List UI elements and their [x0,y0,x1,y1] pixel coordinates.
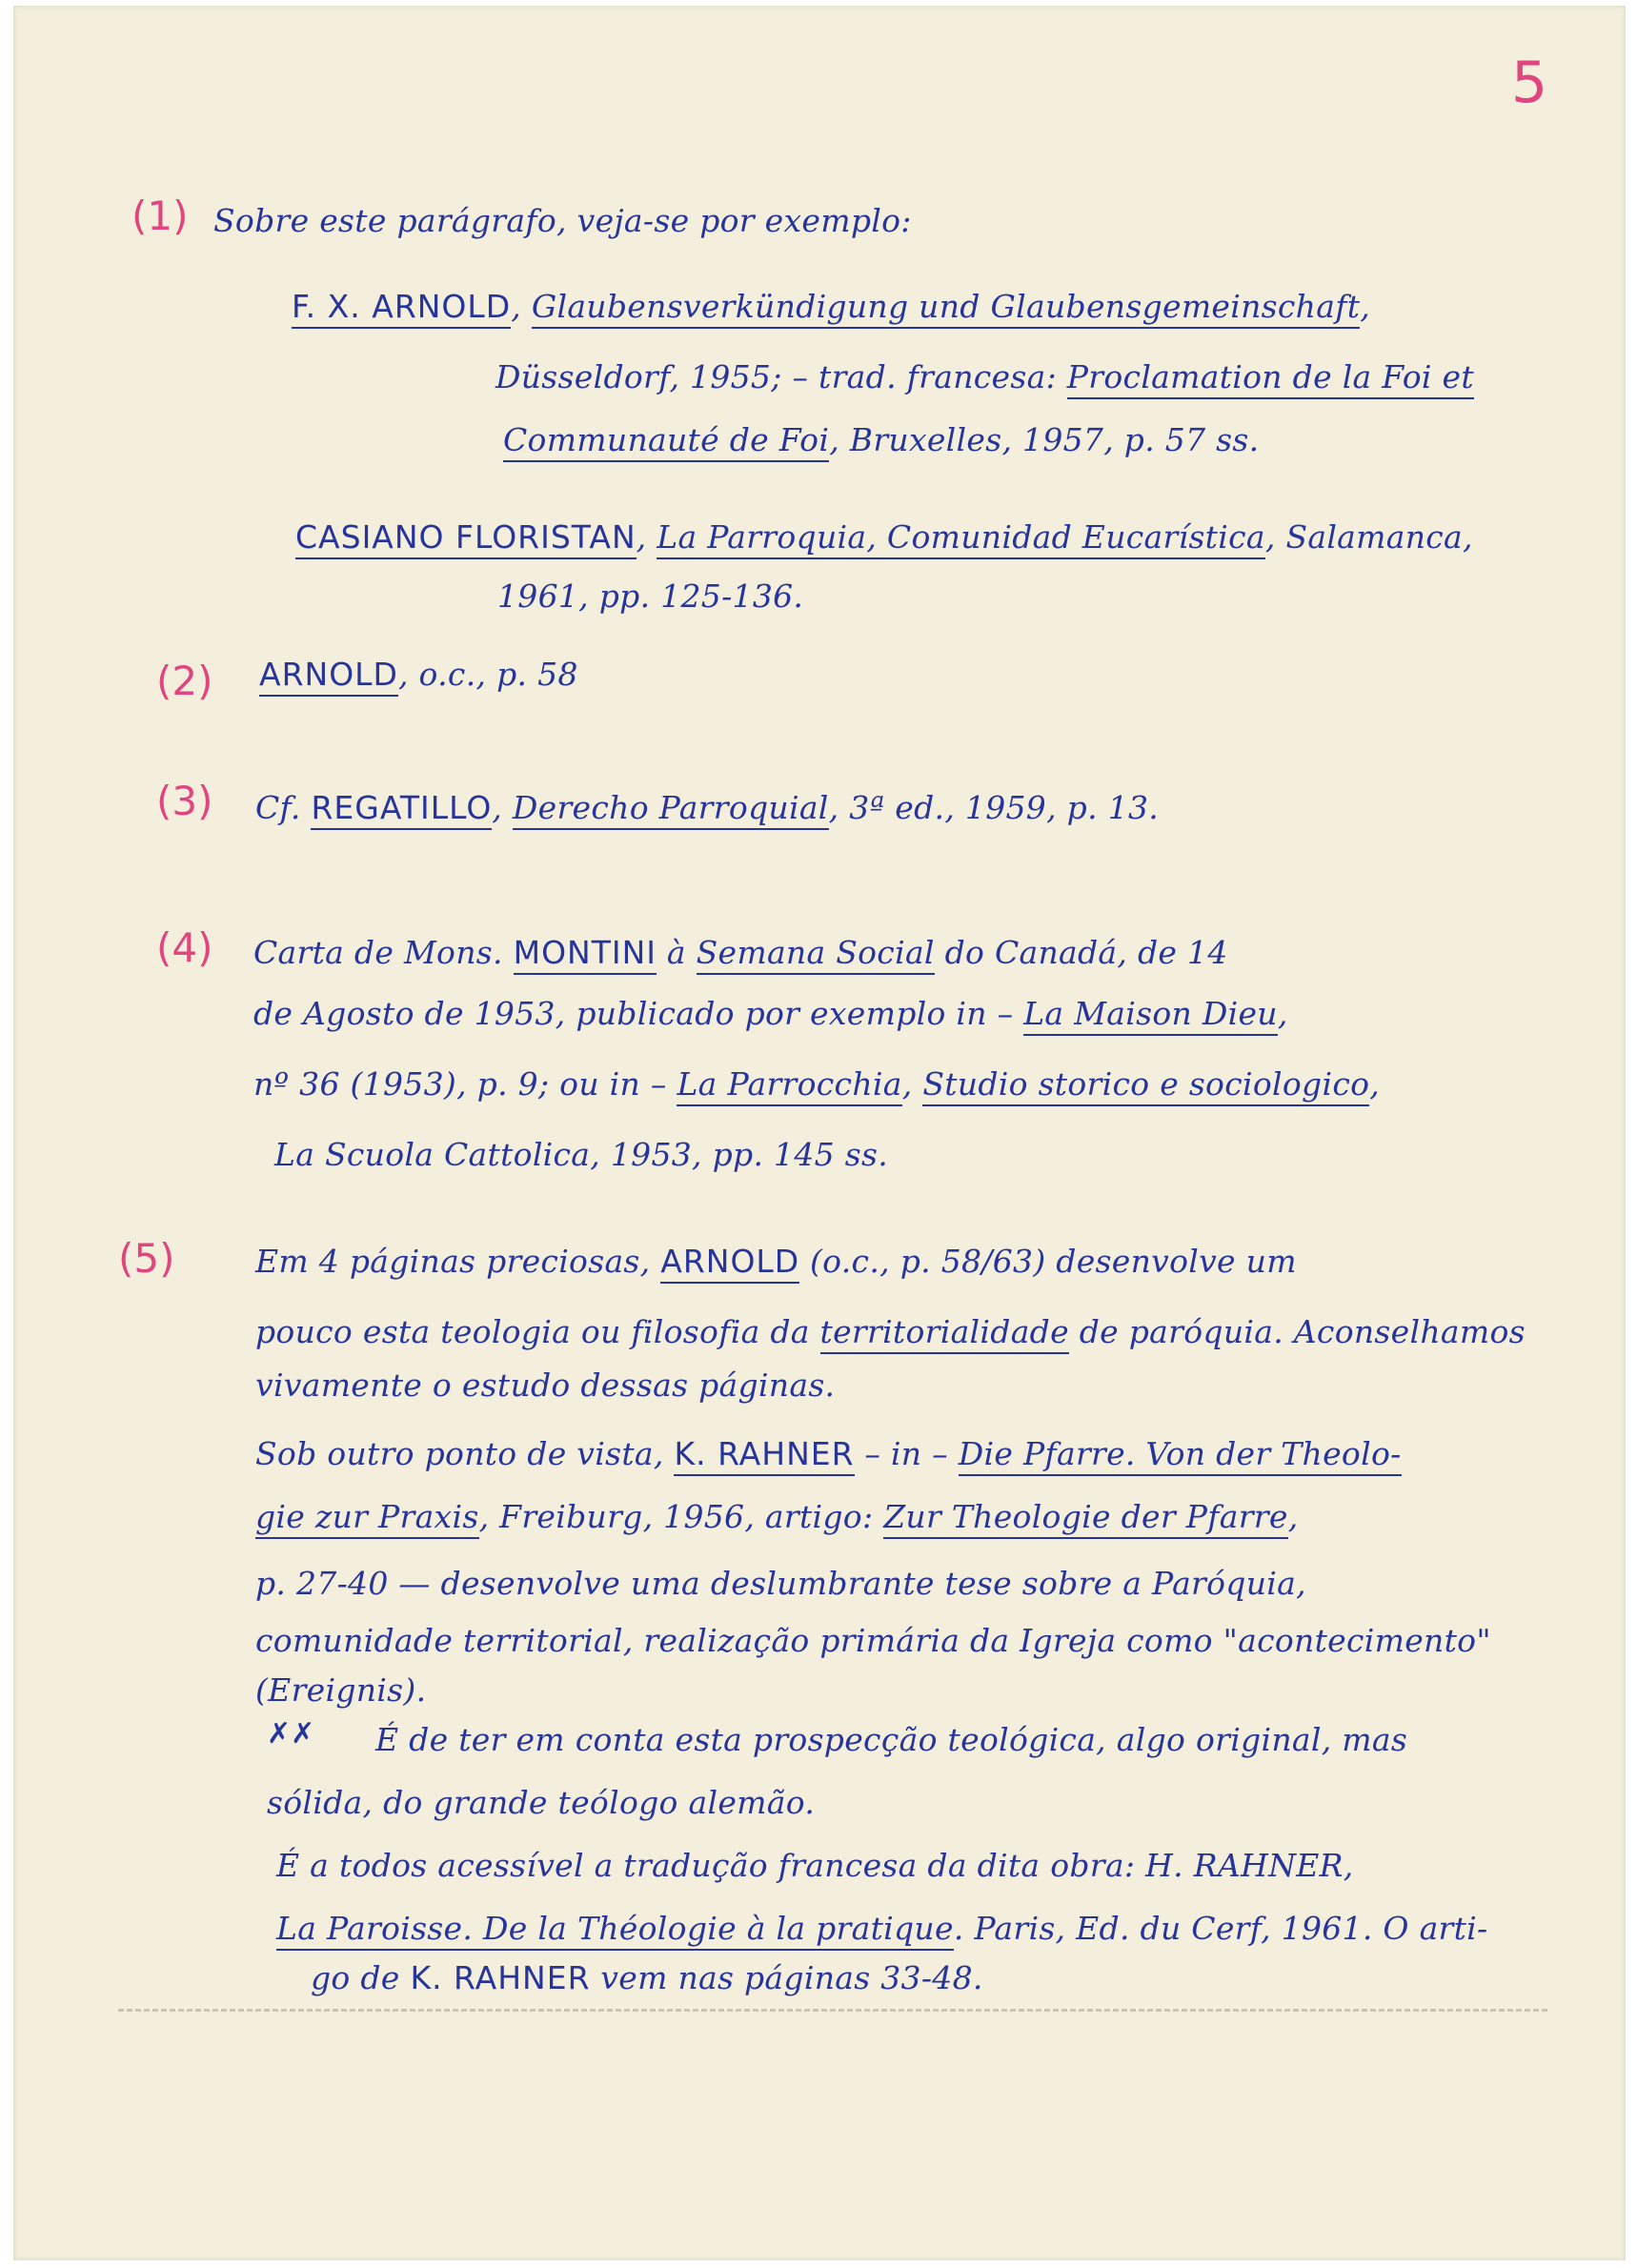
note-1-line-5: CASIANO FLORISTAN, La Parroquia, Comunidad Eucarística, Salamanca, [295,518,1473,556]
note-1-marker: (1) [131,192,189,239]
note-5-line-5: gie zur Praxis, Freiburg, 1956, artigo: Zur Theologie der Pfarre, [255,1498,1299,1535]
note-5-line-11: É a todos acessível a tradução francesa da dita obra: H. RAHNER, [276,1847,1354,1884]
note-5-line-13: go de K. RAHNER vem nas páginas 33-48. [311,1959,983,1996]
author-arnold: F. X. ARNOLD [292,288,511,329]
note-1-line-1: Sobre este parágrafo, veja-se por exemplo: [213,202,912,239]
title-la-maison-dieu: La Maison Dieu [1023,995,1278,1036]
title-la-paroisse: La Paroisse. De la Théologie à la pratique [276,1910,954,1951]
note-3-line-1: Cf. REGATILLO, Derecho Parroquial, 3ª ed., 1959, p. 13. [255,789,1159,826]
note-4-line-1: Carta de Mons. MONTINI à Semana Social do Canadá, de 14 [253,934,1228,971]
title-glaubensverkundigung: Glaubensverkündigung und Glaubensgemeinschaft [532,288,1360,329]
title-semana-social: Semana Social [697,934,935,975]
note-5-line-10: sólida, do grande teólogo alemão. [267,1784,816,1821]
note-4-line-3: nº 36 (1953), p. 9; ou in – La Parrocchia, Studio storico e sociologico, [253,1065,1380,1103]
note-1-line-6: 1961, pp. 125-136. [497,577,804,615]
note-4-line-4: La Scuola Cattolica, 1953, pp. 145 ss. [274,1136,888,1173]
note-1-line-2: F. X. ARNOLD, Glaubensverkündigung und Glaubensgemeinschaft, [292,288,1370,325]
paper-sheet [13,6,1626,2260]
note-2-marker: (2) [156,658,213,704]
note-5-line-8: (Ereignis). [255,1671,427,1709]
note-5-line-7: comunidade territorial, realização primária da Igreja como "acontecimento" [255,1622,1491,1659]
author-floristan: CASIANO FLORISTAN [295,518,637,559]
note-5-marker: (5) [118,1235,175,1282]
author-arnold: ARNOLD [660,1243,799,1284]
dashed-separator [118,2009,1547,2012]
note-2-line-1: ARNOLD, o.c., p. 58 [259,656,578,693]
title-proclamation: Proclamation de la Foi et [1067,358,1474,399]
note-5-line-4: Sob outro ponto de vista, K. RAHNER – in – Die Pfarre. Von der Theolo- [255,1435,1402,1472]
author-regatillo: REGATILLO [311,789,492,830]
note-4-line-2: de Agosto de 1953, publicado por exemplo in – La Maison Dieu, [253,995,1288,1032]
author-rahner: K. RAHNER [674,1435,854,1476]
note-5-line-3: vivamente o estudo dessas páginas. [255,1367,836,1404]
title-die-pfarre-cont: gie zur Praxis [255,1498,479,1539]
author-montini: MONTINI [514,934,657,975]
note-1-line-3: Düsseldorf, 1955; – trad. francesa: Proclamation de la Foi et [495,358,1474,395]
title-la-parroquia: La Parroquia, Comunidad Eucarística [657,518,1265,559]
note-3-marker: (3) [156,778,213,824]
term-territorialidade: territorialidade [820,1313,1069,1354]
note-5-line-2: pouco esta teologia ou filosofia da territorialidade de paróquia. Aconselhamos [255,1313,1526,1350]
crossed-out-scribble: ✗✗ [267,1717,315,1751]
note-5-line-12: La Paroisse. De la Théologie à la pratique. Paris, Ed. du Cerf, 1961. O arti- [276,1910,1487,1947]
title-derecho-parroquial: Derecho Parroquial [513,789,829,830]
note-5-line-6: p. 27-40 — desenvolve uma deslumbrante tese sobre a Paróquia, [255,1565,1306,1602]
title-communaute: Communauté de Foi [503,421,829,462]
title-die-pfarre: Die Pfarre. Von der Theolo- [959,1435,1402,1476]
note-1-line-4: Communauté de Foi, Bruxelles, 1957, p. 57 ss. [503,421,1259,458]
author-rahner: K. RAHNER [410,1959,591,1996]
note-4-marker: (4) [156,924,213,971]
page-number: 5 [1511,50,1548,116]
author-arnold: ARNOLD [259,656,398,697]
title-la-parrocchia: La Parrocchia [677,1065,901,1106]
title-zur-theologie: Zur Theologie der Pfarre [883,1498,1288,1539]
note-5-line-1: Em 4 páginas preciosas, ARNOLD (o.c., p. 58/63) desenvolve um [255,1243,1297,1280]
title-studio-storico: Studio storico e sociologico [922,1065,1369,1106]
note-5-line-9: É de ter em conta esta prospecção teológica, algo original, mas [375,1721,1408,1758]
